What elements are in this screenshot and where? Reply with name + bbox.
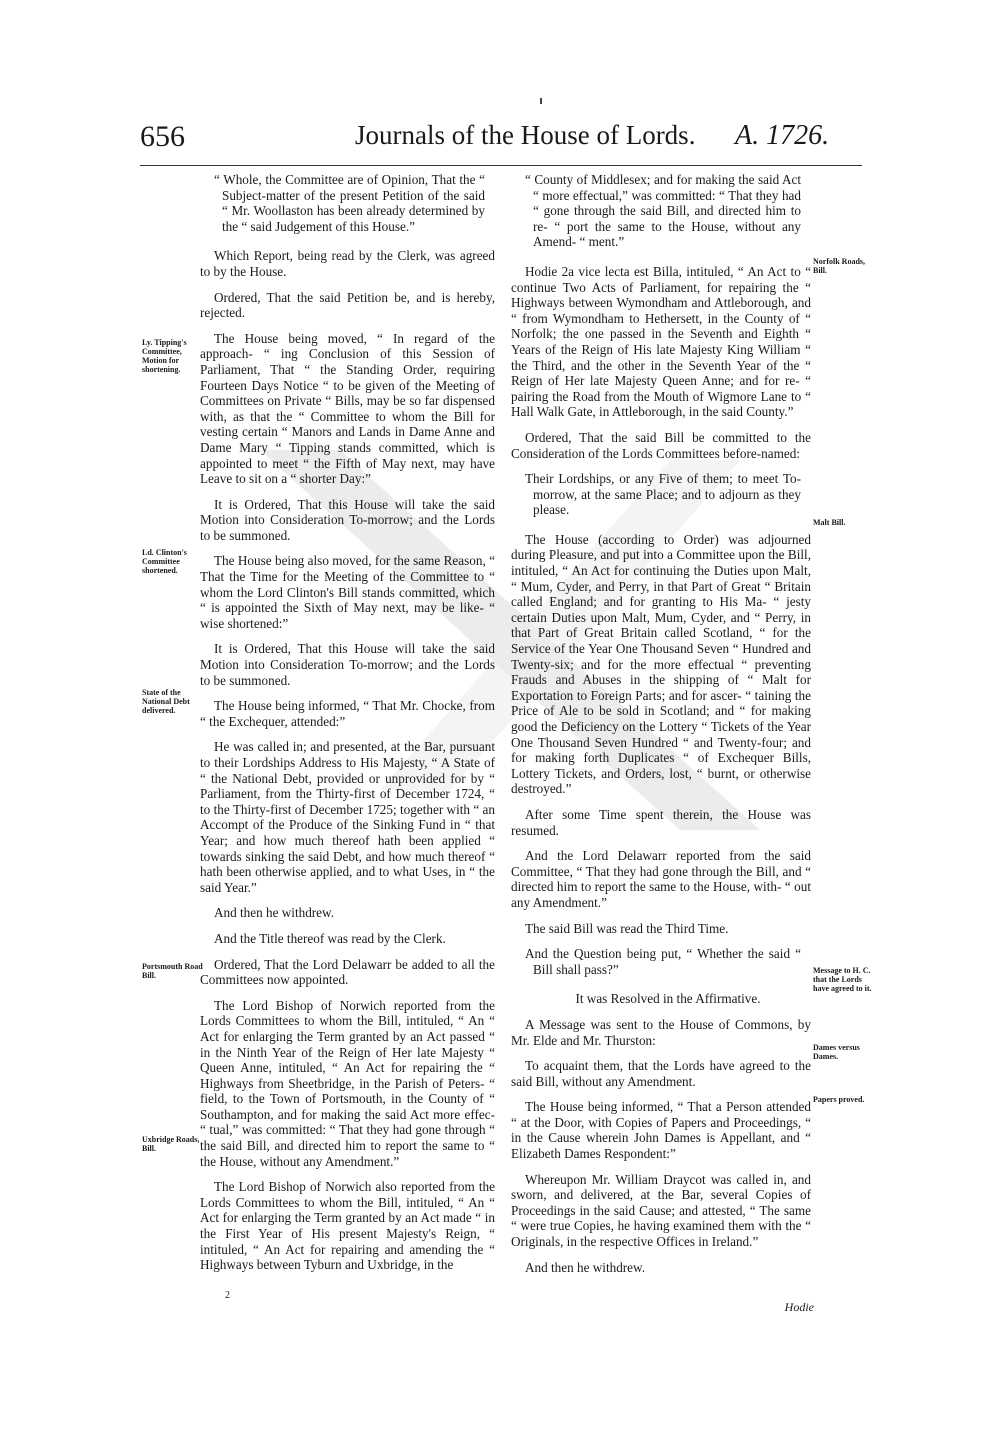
paragraph: The House being informed, “ That a Person attended “ at the Door, with Copies of Papers and Proceedings, “ in the Cause wherein John Dames is Appellant, and “ Elizabeth Dames Respondent:” [511,1099,811,1162]
paragraph: And the Question being put, “ Whether the said “ Bill shall pass?” [525,946,801,977]
catchword: Hodie [784,1300,814,1314]
left-column [200,172,495,1283]
paragraph: Hodie 2a vice lecta est Billa, intituled, “ An Act to “ continue Two Acts of Parliament, for repairing the “ Highways between Wymondham and Attleborough, and “ from Wymondham to Hethersett, in the County of “ Norfolk; the one passed in the Seventh and Eighth “ Years of the Reign of His late Majesty King William “ the Third, and the other in the Seventh Year of the “ Reign of Her late Majesty Queen Anne; and for re- “ pairing the Road from the Mouth of Wigmore Lane to “ Hall Walk Gate, in Attleborough, in the said County.” [511,263,811,420]
margin-note: State of the National Debt delivered. [142,688,190,715]
paragraph: And the Title thereof was read by the Clerk. [214,930,446,946]
paragraph: It is Ordered, That this House will take the said Motion into Consideration To-morrow; and the Lords to be summoned. [200,641,495,688]
paragraph: Ordered, That the said Bill be committed to the Consideration of the Lords Committees before-named: [511,429,811,461]
paragraph: It is Ordered, That this House will take the said Motion into Consideration To-morrow; and the Lords to be summoned. [200,496,495,543]
paragraph: And the Lord Delawarr reported from the said Committee, “ That they had gone through the Bill, and “ directed him to report the same to the House, with- “ out any Amendment.” [511,848,811,910]
page-number: 656 [140,120,185,153]
right-column [511,172,811,1285]
paragraph: A Message was sent to the House of Commons, by Mr. Elde and Mr. Thurston: [511,1016,811,1048]
margin-note: Papers proved. [813,1095,865,1104]
paragraph: Their Lordships, or any Five of them; to meet To-morrow, at the same Place; and to adjourn as they please. [525,471,801,518]
paragraph: And then he withdrew. [214,905,335,921]
paragraph: The House being also moved, for the same Reason, “ That the Time for the Meeting of the Committee to “ whom the Lord Clinton's Bill stands committed, which “ is appointed the Sixth of May next, may be like- “ wise shortened:” [200,553,495,631]
paragraph: “ County of Middlesex; and for making the said Act “ more effectual,” was committed: “ That they had “ gone through the said Bill, and directed him to re- “ port the same to the House, without any Amend- “ ment.” [525,172,801,250]
signature-mark: 2 [225,1290,230,1301]
margin-note: Norfolk Roads, Bill. [813,257,866,275]
paragraph: The House (according to Order) was adjourned during Pleasure, and put into a Committee upon the Bill, intituled, “ An Act for continuing the Duties upon Malt, “ Mum, Cyder, and Perry, in that Part of Great “ Britain called England; and for granting to His Ma- “ jesty certain Duties upon Malt, Mum, Cyder, and “ Perry, in that Part of Great Britain called Scotland, “ for the Service of the Year One Thousand Seven “ Hundred and Twenty-six; and for the more effectual “ preventing Frauds and Abuses in the shipping of “ Malt for Exportation to Foreign Parts; and for ascer- “ taining the Price of Ale to be sold in Scotland; and “ for making good the Deficiency on the Lottery “ Tickets of the Year One Thousand Seven Hundred “ and Twenty-four; and for making forth Duplicates “ of Exchequer Bills, Lottery Tickets, and Orders, lost, “ burnt, or otherwise destroyed.” [511,531,811,797]
paragraph: After some Time spent therein, the House was resumed. [511,806,811,838]
margin-note: Uxbridge Roads, Bill. [142,1135,200,1153]
header-rule [140,165,862,166]
margin-note: Portsmouth Road Bill. [142,962,203,980]
paragraph: Whereupon Mr. William Draycot was called in, and sworn, and delivered, at the Bar, several Copies of Proceedings in the said Cause; and attested, “ The same “ were true Copies, he having examined them with the “ Originals, in the respective Offices in Ireland.” [511,1171,811,1250]
paragraph: Ordered, That the said Petition be, and is hereby, rejected. [200,289,495,321]
paragraph: Which Report, being read by the Clerk, was agreed to by the House. [200,248,495,279]
margin-note: Message to H. C. that the Lords have agreed to it. [813,966,872,993]
paragraph: The said Bill was read the Third Time. [525,920,729,936]
margin-note: Ld. Clinton's Committee shortened. [142,548,187,575]
paragraph: “ Whole, the Committee are of Opinion, That the “ Subject-matter of the present Petition of the said “ Mr. Woollaston has been already determined by the “ said Judgement of this House.” [214,172,485,234]
paragraph: The House being informed, “ That Mr. Chocke, from “ the Exchequer, attended:” [200,698,495,729]
ink-speck [540,98,542,104]
paragraph: The Lord Bishop of Norwich reported from the Lords Committees to whom the Bill, intituled, “ An “ Act for enlarging the Term granted by an Act passed “ in the Ninth Year of the Reign of Her late Majesty “ Queen Anne, intituled, “ An Act for repairing the “ Highways from Sheetbridge, in the Parish of Peters- “ field, to the Town of Portsmouth, in the County of “ Southampton, and for making the said Act more effec- “ tual,” was committed: “ That they had gone through “ the said Bill, and directed him to report the same to “ the House, without any Amendment.” [200,997,495,1169]
margin-note: Malt Bill. [813,518,846,527]
paragraph: The Lord Bishop of Norwich also reported from the Lords Committees to whom the Bill, intituled, “ An “ Act for enlarging the Term granted by an Act made “ in the First Year of His present Majesty's Reign, “ intituled, “ An Act for repairing and amending the “ Highways between Tyburn and Uxbridge, in the [200,1179,495,1273]
paragraph: It was Resolved in the Affirmative. [575,991,761,1007]
paragraph: The House being moved, “ In regard of the approach- “ ing Conclusion of this Session of Parliament, That “ the Standing Order, requiring Fourteen Days Notice “ to be given of the Meeting of Committees on Private “ Bills, may be so far dispensed with, as that the “ Committee to whom the Bill for vesting certain “ Manors and Lands in Dame Anne and Dame Mary “ Tipping stands committed, which is appointed to meet “ the Fifth of May next, may have Leave to sit on a “ shorter Day:” [200,330,495,487]
page-title: Journals of the House of Lords. [355,120,696,150]
margin-note: Dames versus Dames. [813,1043,860,1061]
paragraph: To acquaint them, that the Lords have agreed to the said Bill, without any Amendment. [511,1058,811,1089]
page-year: A. 1726. [735,120,830,151]
paragraph: He was called in; and presented, at the Bar, pursuant to their Lordships Address to His Majesty, “ A State of “ the National Debt, provided or unprovided for by “ Parliament, from the Thirty-first of December 1724, “ to the Thirty-first of December 1725; together with “ an Accompt of the Produce of the Sinking Fund in “ that Year; and how much thereof hath been applied “ towards sinking the said Debt, and how much thereof “ hath been otherwise applied, and to what Uses, in “ the said Year.” [200,739,495,895]
paragraph: And then he withdrew. [525,1259,646,1275]
margin-note: Ly. Tipping's Committee, Motion for shortening. [142,338,187,374]
paragraph: Ordered, That the Lord Delawarr be added to all the Committees now appointed. [200,956,495,988]
